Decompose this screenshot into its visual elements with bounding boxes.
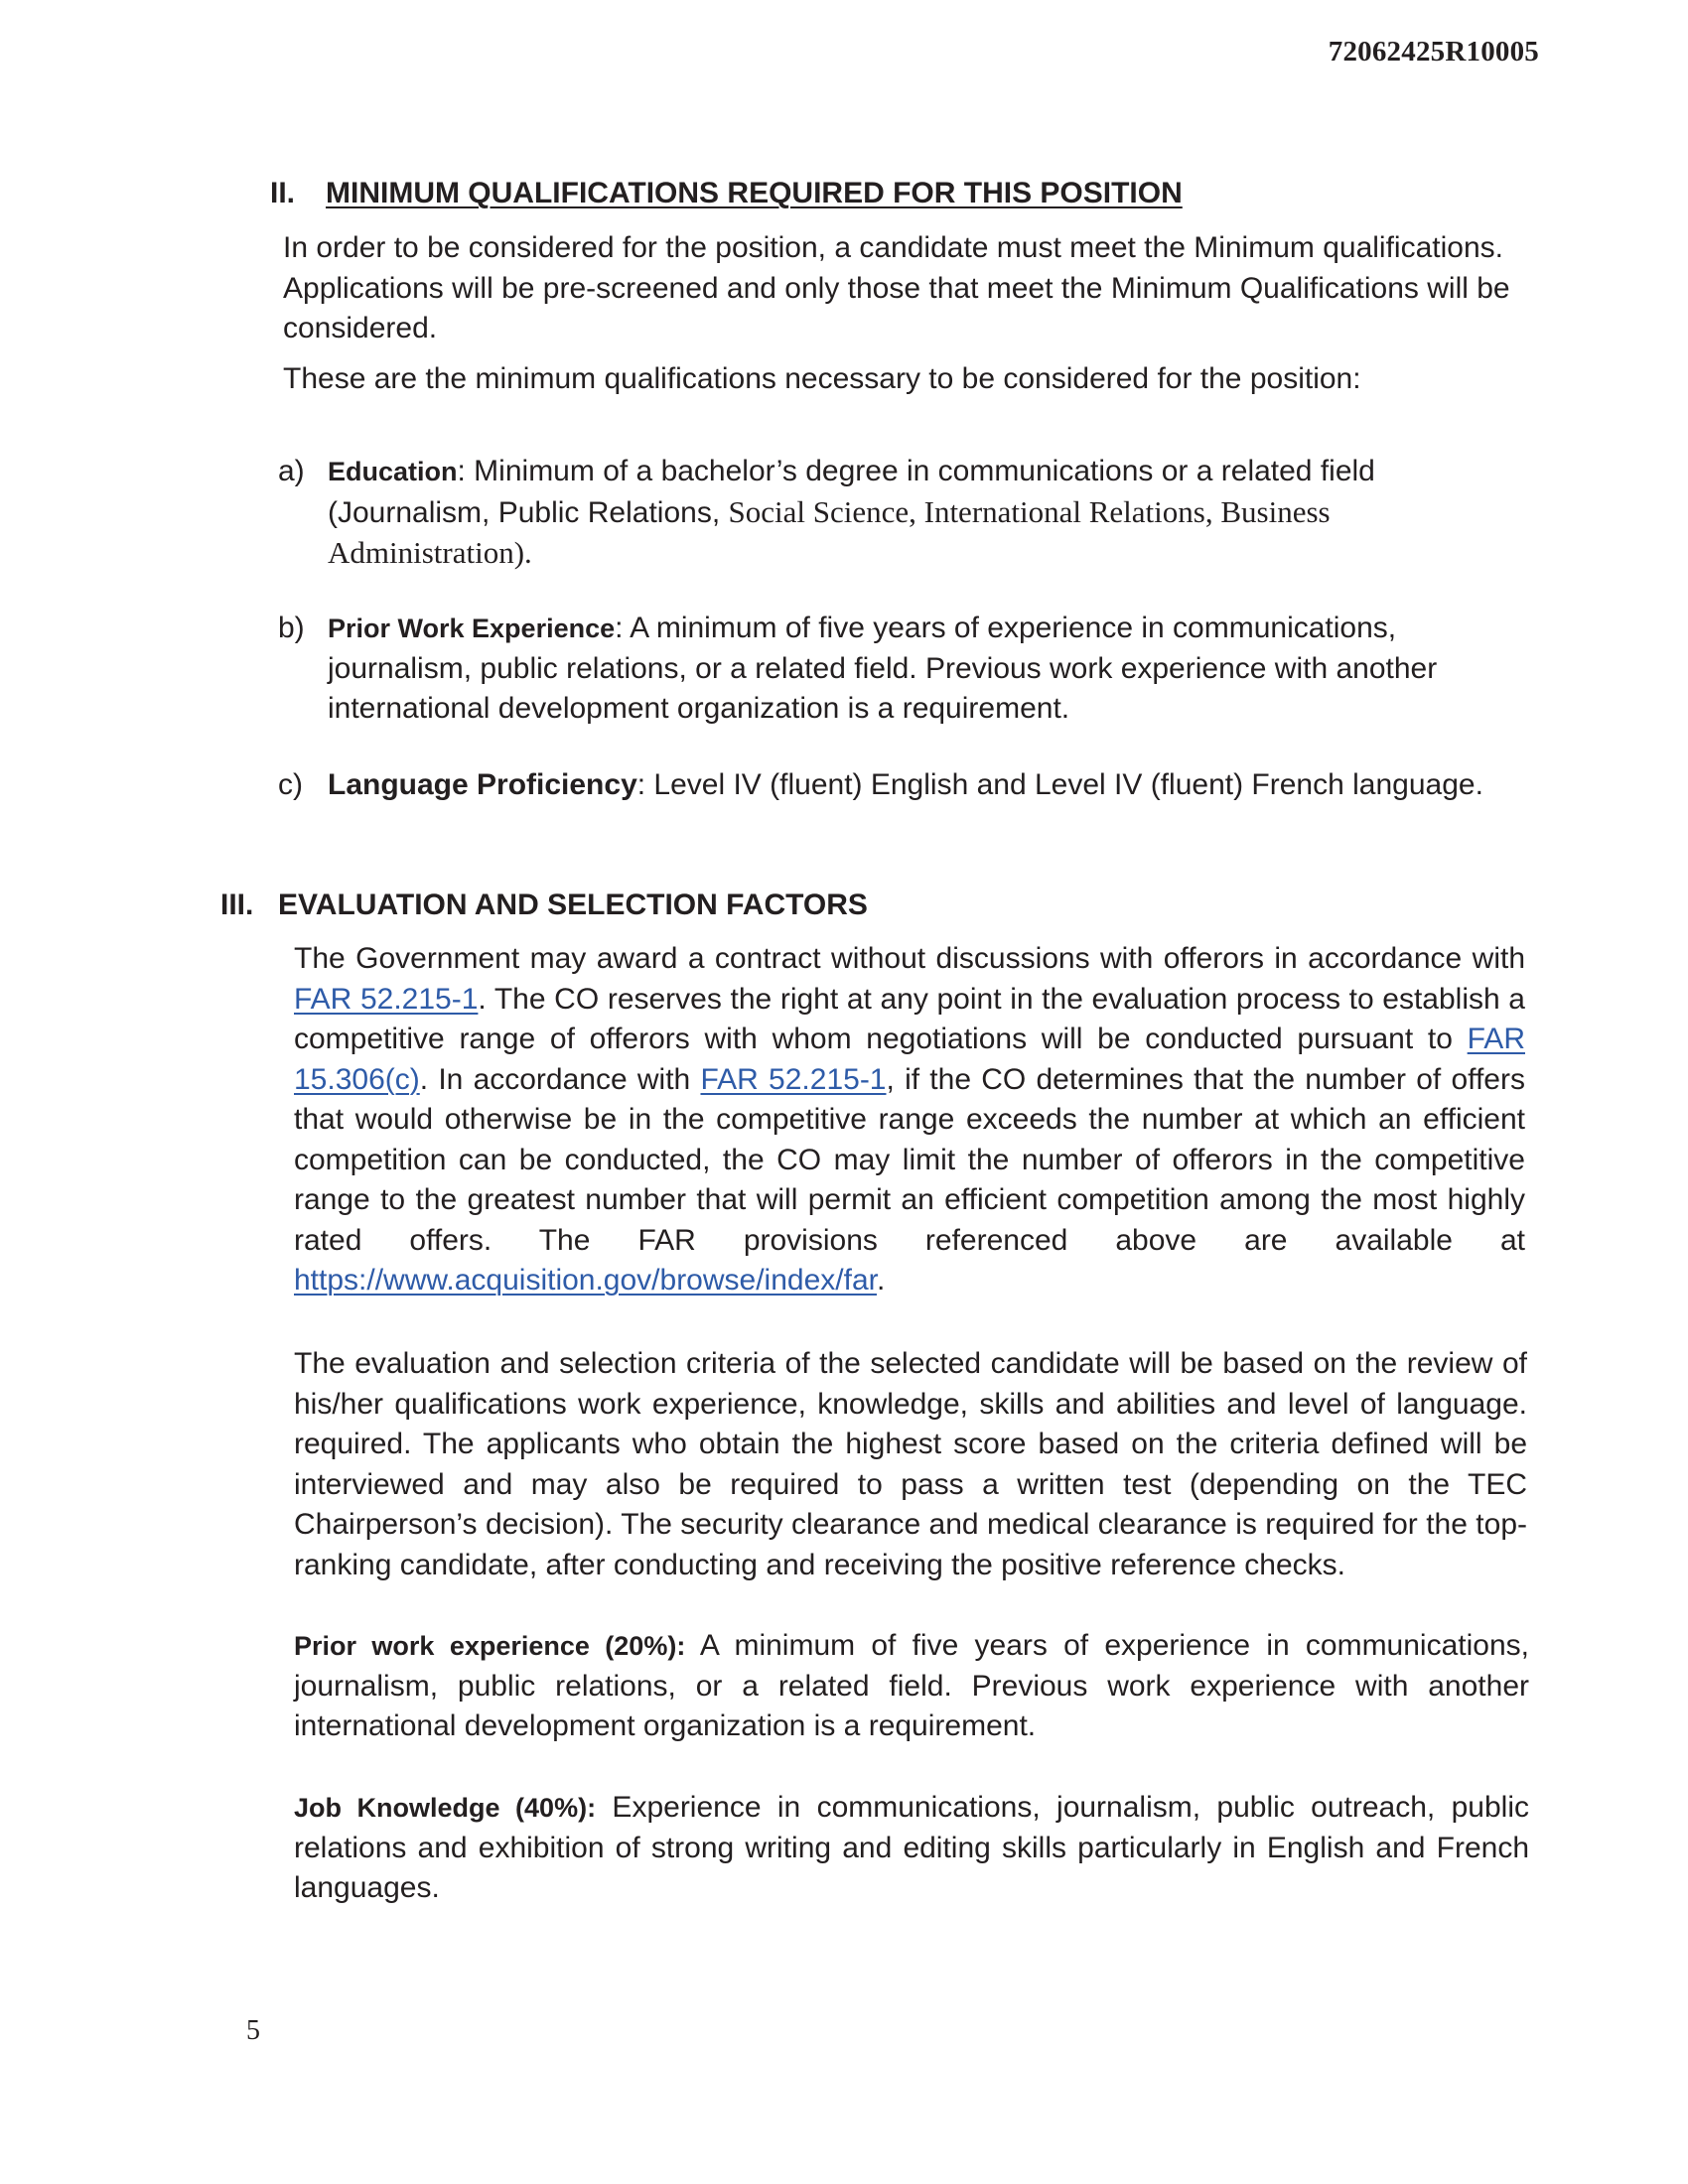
far-52-215-1-link[interactable]: FAR 52.215-1 xyxy=(294,982,479,1016)
section-3-heading xyxy=(220,888,868,922)
document-number: 72062425R10005 xyxy=(1328,36,1539,68)
item-text-serif: Social Science, International Relations, Business Administration). xyxy=(328,493,1331,570)
item-term: Education xyxy=(328,457,458,486)
prior-work-experience-criterion xyxy=(294,1626,1529,1747)
item-text: : Minimum of a bachelor’s degree in communications or a related field (Journalism, Public Relations, xyxy=(328,455,1375,529)
criterion-text: A minimum of five years of experience in communications, journalism, public relations, or a related field. Previous work experience with another international development organization is a requirement. xyxy=(294,1629,1529,1742)
section-3-title: EVALUATION AND SELECTION FACTORS xyxy=(278,888,868,921)
section-2-intro: In order to be considered for the position, a candidate must meet the Minimum qualifications. Applications will be pre-screened and only those that meet the Minimum Qualifications will be considered. xyxy=(283,231,1510,344)
section-3-paragraph-1 xyxy=(294,939,1525,1301)
criterion-label: Job Knowledge (40%): xyxy=(294,1793,597,1823)
criterion-text: Experience in communications, journalism, public outreach, public relations and exhibition of strong writing and editing skills particularly in English and French languages. xyxy=(294,1791,1529,1904)
section-2-number: II. xyxy=(270,177,296,209)
far-52-215-1-link-2[interactable]: FAR 52.215-1 xyxy=(700,1062,887,1096)
item-term: Prior Work Experience xyxy=(328,614,616,643)
text-run: . The CO reserves the right at any point in the evaluation process to establish a competitive range of offerors with whom negotiations will be conducted pursuant to xyxy=(294,982,1525,1055)
page-number: 5 xyxy=(246,2015,260,2046)
acquisition-gov-link[interactable]: https://www.acquisition.gov/browse/index/far xyxy=(294,1264,877,1297)
item-marker: c) xyxy=(278,768,303,801)
section-3-paragraph-2: The evaluation and selection criteria of the selected candidate will be based on the review of his/her qualifications work experience, knowledge, skills and abilities and level of language. required. The applicants who obtain the highest score based on the criteria defined will be interviewed and may also be required to pass a written test (depending on the TEC Chairperson’s decision). The security clearance and medical clearance is required for the top-ranking candidate, after conducting and receiving the positive reference checks. xyxy=(294,1347,1527,1581)
section-2-lead: These are the minimum qualifications necessary to be considered for the position: xyxy=(283,362,1361,395)
item-text: : Level IV (fluent) English and Level IV (fluent) French language. xyxy=(636,768,1483,801)
criterion-label: Prior work experience (20%): xyxy=(294,1631,686,1661)
text-run: The Government may award a contract without discussions with offerors in accordance with xyxy=(294,942,1525,975)
section-3-number: III. xyxy=(220,888,254,921)
far-15-306c-link[interactable]: FAR 15.306(c) xyxy=(294,1023,1525,1096)
section-2-heading xyxy=(270,177,1183,210)
text-run: , if the CO determines that the number of offers that would otherwise be in the competitive range exceeds the number at which an efficient competition can be conducted, the CO may limit the number of offerors in the competitive range to the greatest number that will permit an efficient competition among the most highly rated offers. The FAR provisions referenced above are available at xyxy=(294,1062,1525,1257)
job-knowledge-criterion xyxy=(294,1788,1529,1909)
qualification-item-language xyxy=(278,765,1489,806)
section-2-title: MINIMUM QUALIFICATIONS REQUIRED FOR THIS POSITION xyxy=(326,177,1183,209)
text-run: . In accordance with xyxy=(419,1062,701,1096)
item-term: Language Proficiency xyxy=(328,768,637,801)
qualification-item-prior-work xyxy=(278,609,1489,730)
qualification-item-education xyxy=(278,452,1489,575)
item-text: : A minimum of five years of experience in communications, journalism, public relations, or a related field. Previous work experience with another international development organization is a requirement. xyxy=(328,612,1438,725)
item-marker: a) xyxy=(278,455,305,487)
item-marker: b) xyxy=(278,612,305,644)
text-run: . xyxy=(876,1264,886,1297)
